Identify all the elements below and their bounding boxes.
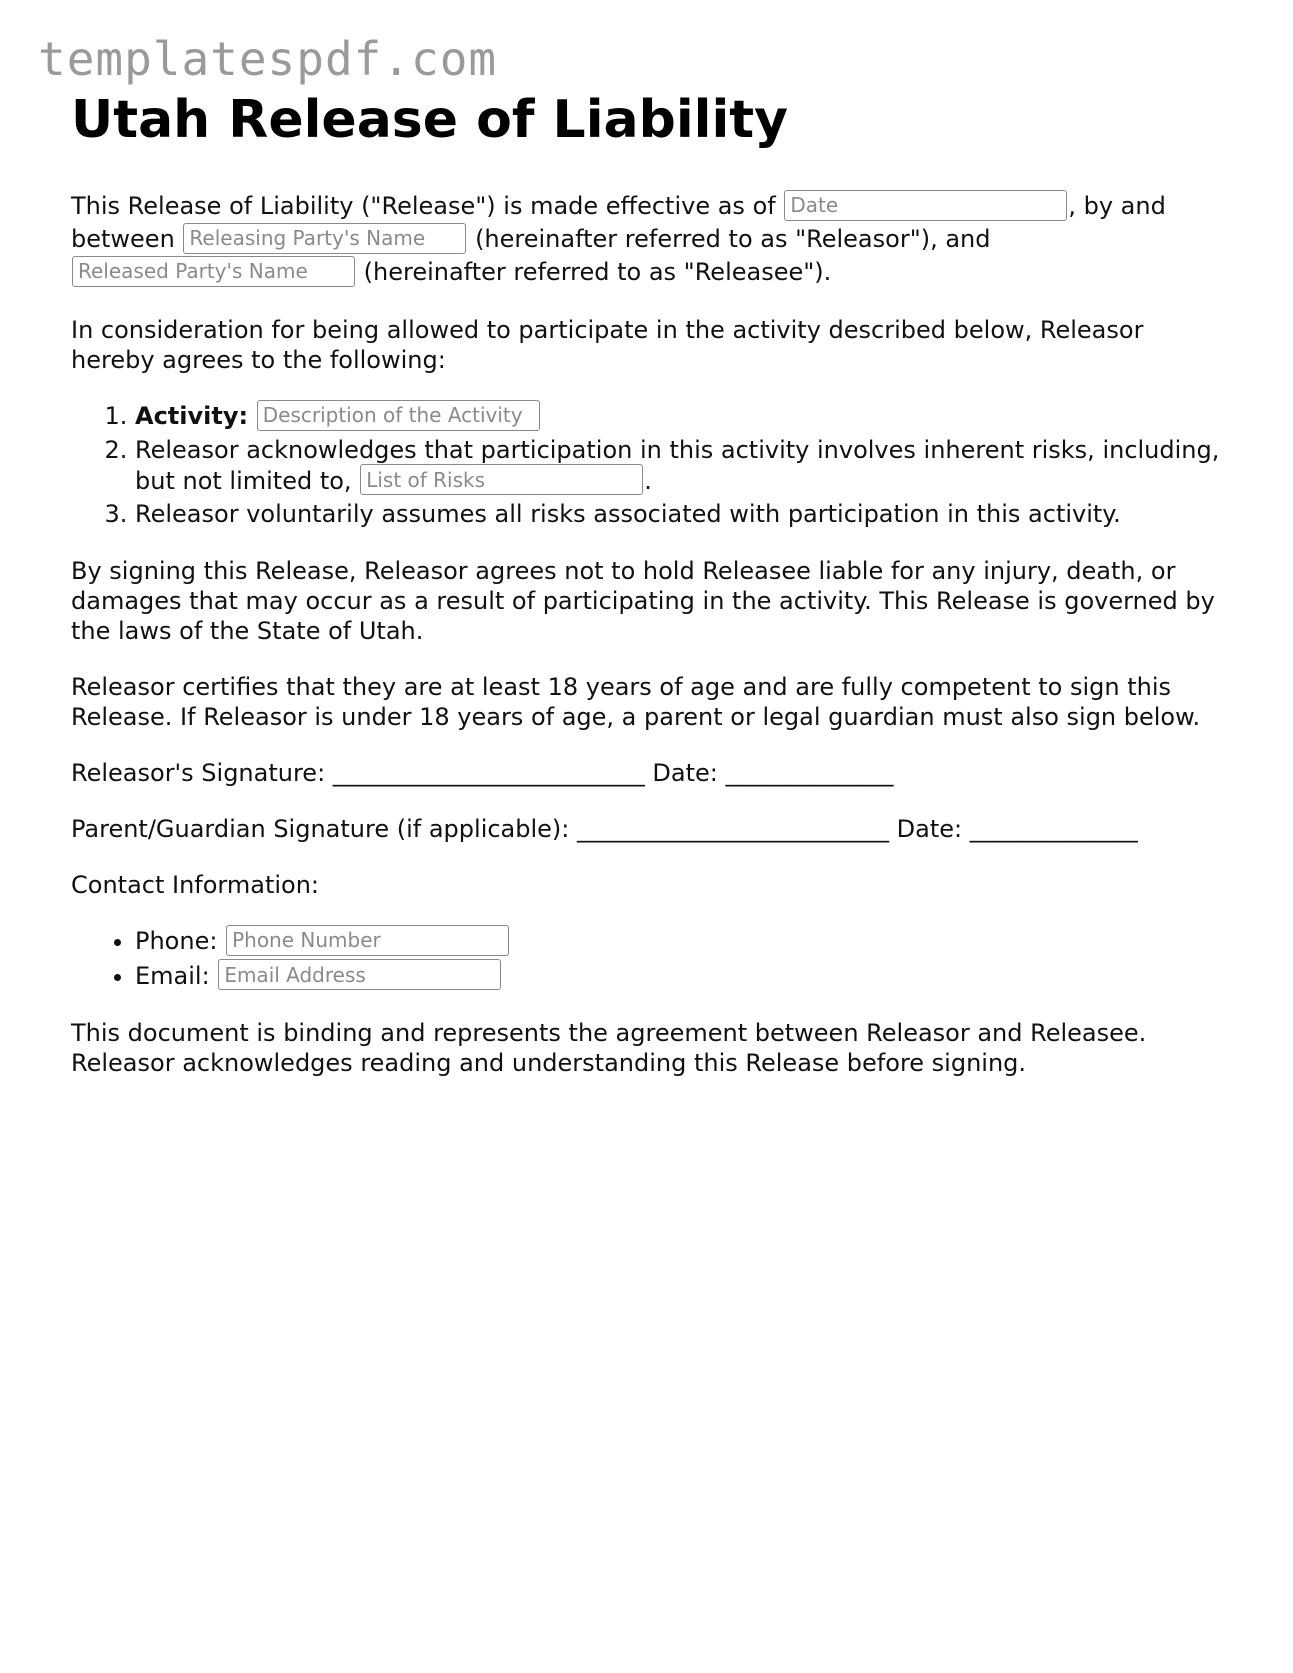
list-item-risks	[135, 435, 1231, 498]
consideration-paragraph: In consideration for being allowed to participate in the activity described below, Releasor hereby agrees to the following:	[71, 316, 1144, 374]
contact-heading: Contact Information:	[71, 871, 320, 899]
list-item-email	[135, 961, 1231, 993]
closing-paragraph: This document is binding and represents the agreement between Releasor and Releasee. Releasor acknowledges reading and understanding this Release before signing.	[71, 1019, 1147, 1077]
intro-text-3: (hereinafter referred to as "Releasor"), and	[475, 225, 991, 253]
intro-text-2: , by and between	[71, 192, 1166, 253]
email-field[interactable]	[218, 959, 501, 990]
risks-list-field[interactable]	[360, 464, 643, 495]
releasor-signature-line: Releasor's Signature: __________________________ Date: ______________	[71, 759, 894, 787]
phone-label: Phone:	[135, 927, 218, 955]
activity-description-field[interactable]	[257, 400, 540, 431]
email-label: Email:	[135, 961, 210, 990]
released-party-name-field[interactable]	[72, 256, 355, 287]
releasing-party-name-field[interactable]	[183, 223, 466, 254]
risks-period: .	[644, 466, 652, 495]
list-item-activity	[135, 401, 1231, 433]
document	[71, 88, 1231, 1104]
list-item-assume: 3. Releasor voluntarily assumes all risks associated with participation in this activity.	[135, 499, 1231, 530]
page-title: Utah Release of Liability	[71, 90, 789, 150]
terms-list	[71, 401, 1231, 530]
risks-text: Releasor acknowledges that participation in this activity involves inherent risks, including, but not limited to,	[135, 435, 1220, 495]
age-paragraph: Releasor certifies that they are at least 18 years of age and are fully competent to sign this Release. If Releasor is under 18 years of age, a parent or legal guardian must also sign below.	[71, 673, 1201, 731]
liability-paragraph: By signing this Release, Releasor agrees not to hold Releasee liable for any injury, death, or damages that may occur as a result of participating in the activity. This Release is governed by the laws of the State of Utah.	[71, 557, 1215, 645]
list-item-phone	[135, 926, 1231, 958]
intro-text-1: This Release of Liability ("Release") is made effective as of	[71, 192, 776, 220]
date-field[interactable]	[784, 190, 1067, 221]
intro-paragraph	[71, 190, 1231, 289]
intro-text-4: (hereinafter referred to as "Releasee").	[363, 258, 832, 286]
guardian-signature-line: Parent/Guardian Signature (if applicable): __________________________ Date: ______________	[71, 815, 1138, 843]
watermark: templatespdf.com	[38, 32, 498, 86]
phone-field[interactable]	[226, 925, 509, 956]
activity-label: Activity:	[135, 402, 249, 430]
contact-list	[71, 926, 1231, 992]
